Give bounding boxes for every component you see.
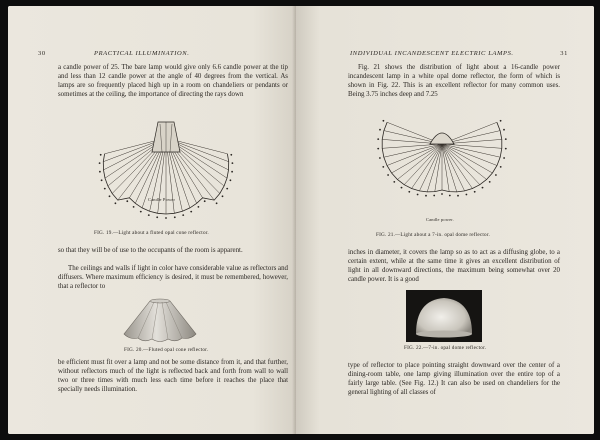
polar-scale-mark (204, 200, 206, 202)
figure-22-dome-reflector-photo (406, 290, 482, 342)
polar-scale-mark (126, 200, 128, 202)
polar-scale-mark (226, 188, 228, 190)
polar-scale-mark (382, 166, 384, 168)
right-paragraph-3: type of reflector to place pointing straight downward over the center of a dining-room table, one lamp giving illumination over the entire top of a fairly large table. (See Fig. 12.) It can also be used on chandeliers for the general lighting of all classes of (348, 362, 560, 396)
polar-scale-mark (495, 174, 497, 176)
left-page-number: 30 (38, 50, 46, 57)
polar-scale-mark (466, 194, 468, 196)
figure-19-polar-diagram (96, 116, 236, 228)
polar-scale-mark (198, 206, 200, 208)
polar-scale-mark (156, 216, 158, 218)
right-page-number: 31 (560, 50, 568, 57)
polar-scale-mark (500, 166, 502, 168)
polar-scale-mark (503, 157, 505, 159)
polar-scale-mark (182, 214, 184, 216)
polar-scale-mark (100, 154, 102, 156)
left-running-title: PRACTICAL ILLUMINATION. (94, 50, 190, 57)
right-paragraph-1: Fig. 21 shows the distribution of light about a 16-candle power incandescent lamp in a white opal dome reflector, the form of which is shown in Fig. 22. This is an excellent reflector for many common uses. Being 3.75 inches deep and 7.25 (348, 64, 560, 98)
polar-scale-mark (165, 217, 167, 219)
left-page (8, 6, 296, 434)
polar-scale-mark (232, 162, 234, 164)
polar-ray (404, 144, 442, 185)
polar-scale-mark (449, 195, 451, 197)
polar-ray (442, 144, 472, 189)
figure-20-cone-reflector-image (120, 298, 200, 344)
polar-scale-mark (482, 187, 484, 189)
polar-scale-mark (457, 195, 459, 197)
book-spread (8, 6, 594, 434)
figure-21-polar-diagram (376, 118, 508, 226)
polar-scale-mark (433, 195, 435, 197)
figure-21-inner-label: Candle power. (426, 217, 454, 222)
figure-20-caption: FIG. 20.—Fluted opal cone reflector. (124, 347, 209, 353)
polar-scale-mark (99, 162, 101, 164)
right-running-title: INDIVIDUAL INCANDESCENT ELECTRIC LAMPS. (350, 50, 514, 57)
polar-ray (442, 144, 487, 180)
polar-scale-mark (401, 187, 403, 189)
polar-scale-mark (425, 195, 427, 197)
figure-21-caption: FIG. 21.—Light about a 7-in. opal dome reflector. (376, 232, 490, 238)
polar-scale-mark (505, 148, 507, 150)
polar-scale-mark (383, 120, 385, 122)
left-paragraph-4: be efficient must fit over a lamp and not be some distance from it, and that further, without reflectors much of the light is reflected back and forth from wall to wall two or three times with much less each time before it reaches the place that specially needs illumination. (58, 359, 288, 393)
right-page (296, 6, 594, 434)
polar-scale-mark (148, 214, 150, 216)
left-paragraph-3: The ceilings and walls if light in color have considerable value as reflectors and diffusers. Where maximum efficiency is desired, it must be remembered, however, that a reflector to (58, 265, 288, 290)
figure-19-inner-label: Candle Power (148, 197, 176, 202)
figure-19-caption: FIG. 19.—Light about a fluted opal cone reflector. (94, 230, 209, 236)
polar-scale-mark (474, 191, 476, 193)
polar-scale-mark (230, 179, 232, 181)
polar-scale-mark (174, 216, 176, 218)
polar-scale-mark (489, 181, 491, 183)
polar-scale-mark (441, 193, 443, 195)
polar-scale-mark (101, 179, 103, 181)
polar-scale-mark (387, 174, 389, 176)
polar-scale-mark (393, 181, 395, 183)
polar-ray (442, 144, 480, 185)
polar-scale-mark (379, 157, 381, 159)
polar-ray (412, 144, 442, 189)
polar-scale-mark (505, 138, 507, 140)
polar-scale-mark (379, 129, 381, 131)
right-paragraph-2: inches in diameter, it covers the lamp so as to act as a diffusing globe, to a certain extent, while at the same time it gives an excellent distribution of light in all downward directions, the maximum being somewhat over 20 candle power. It is a good (348, 249, 560, 283)
polar-scale-mark (140, 211, 142, 213)
polar-scale-mark (216, 202, 218, 204)
polar-scale-mark (230, 154, 232, 156)
polar-scale-mark (408, 191, 410, 193)
polar-ray (397, 144, 442, 180)
polar-scale-mark (231, 171, 233, 173)
polar-scale-mark (104, 188, 106, 190)
polar-scale-mark (377, 148, 379, 150)
left-paragraph-1: a candle power of 25. The bare lamp would give only 6.6 candle power at the tip and less than 12 candle power at the angle of 40 degrees from the vertical. As lamps are so frequently placed high up in a room on chandeliers or pendants or sometimes at the ceiling, the importance of directing the rays down (58, 64, 288, 98)
polar-scale-mark (109, 195, 111, 197)
polar-scale-mark (133, 206, 135, 208)
polar-scale-mark (377, 138, 379, 140)
polar-scale-mark (503, 129, 505, 131)
left-paragraph-2: so that they will be of use to the occupants of the room is apparent. (58, 247, 243, 254)
polar-scale-mark (222, 195, 224, 197)
polar-scale-mark (500, 120, 502, 122)
polar-scale-mark (417, 194, 419, 196)
polar-scale-mark (190, 211, 192, 213)
polar-scale-mark (115, 202, 117, 204)
polar-scale-mark (99, 171, 101, 173)
figure-22-caption: FIG. 22.—7-in. opal dome reflector. (404, 345, 487, 351)
